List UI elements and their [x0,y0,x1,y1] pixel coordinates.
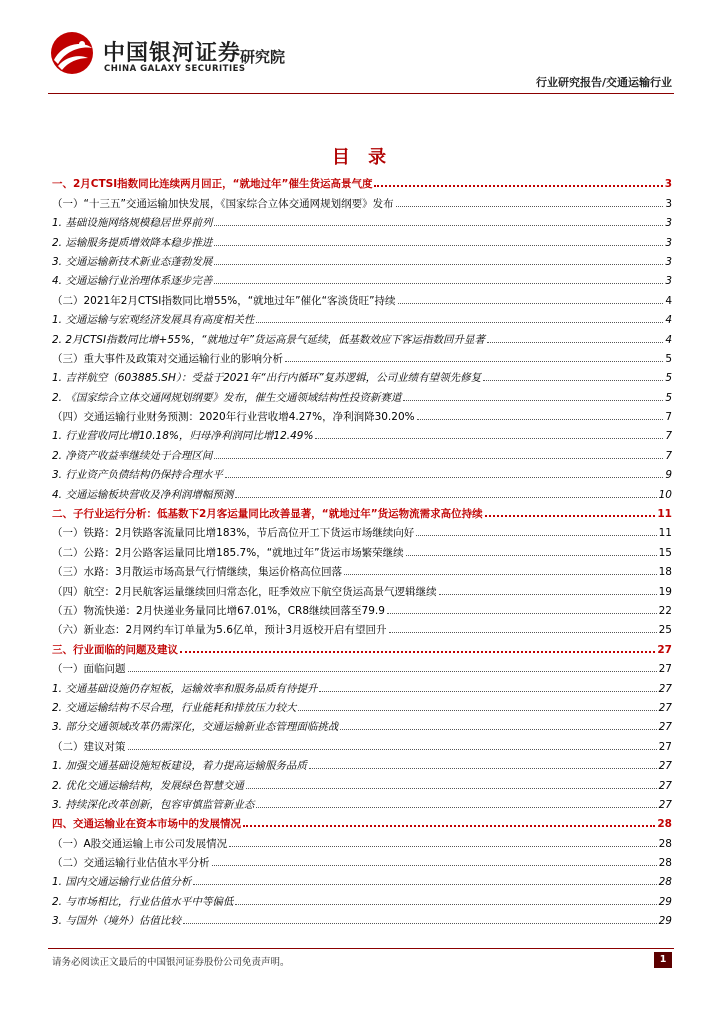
toc-leader-dots [298,710,656,711]
toc-entry-label: （一）A股交通运输上市公司发展情况 [52,837,228,850]
toc-entry-label: （一）铁路：2月铁路客流量同比增183%，节后高位开工下货运市场继续向好 [52,527,415,540]
toc-entry-label: （三）重大事件及政策对交通运输行业的影响分析 [52,352,283,365]
toc-leader-dots [374,185,662,187]
toc-title: 目 录 [331,147,393,168]
toc-leader-dots [416,535,656,536]
toc-entry[interactable] [52,424,672,443]
toc-leader-dots [256,807,656,808]
toc-entry-label: 3. 交通运输新技术新业态蓬勃发展 [52,255,213,268]
toc-entry-page: 3 [665,236,672,249]
toc-entry-page: 28 [658,857,672,870]
toc-entry-label: （五）物流快递：2月快递业务量同比增67.01%，CR8继续回落至79.9 [52,604,385,617]
toc-entry-page: 27 [658,779,672,792]
toc-entry-page: 7 [665,430,672,443]
toc-entry-label: 1. 交通基础设施仍存短板，运输效率和服务品质有待提升 [52,682,318,695]
toc-entry[interactable] [52,230,672,249]
toc-entry[interactable] [52,172,672,191]
toc-entry-label: （四）交通运输行业财务预测：2020年行业营收增4.27%，净利润降30.20% [52,411,415,424]
toc-entry-label: （二）交通运输行业估值水平分析 [52,857,210,870]
toc-entry-label: 1. 吉祥航空（603885.SH）：受益于2021年“出行内循环”复苏逻辑，公司业绩有望领先修复 [52,372,482,385]
toc-entry-page: 19 [658,585,672,598]
toc-entry-page: 3 [665,275,672,288]
toc-leader-dots [180,651,655,653]
toc-leader-dots [193,884,656,885]
toc-entry-page: 3 [664,178,672,191]
toc-entry-page: 28 [658,876,672,889]
toc-entry-page: 29 [658,915,672,928]
toc-entry[interactable] [52,734,672,753]
toc-leader-dots [128,671,657,672]
toc-leader-dots [256,322,663,323]
toc-entry-label: （二）公路：2月公路客运量同比增185.7%，“就地过年”货运市场繁荣继续 [52,546,404,559]
toc-leader-dots [243,825,655,827]
toc-leader-dots [389,632,657,633]
toc-entry-label: 四、交通运输业在资本市场中的发展情况 [52,818,241,831]
toc-leader-dots [319,691,656,692]
toc-leader-dots [487,342,663,343]
toc-entry-page: 4 [665,333,672,346]
toc-entry-label: 2. 与市场相比，行业估值水平中等偏低 [52,895,234,908]
toc-entry-page: 9 [665,469,672,482]
toc-entry-label: 2. 净资产收益率继续处于合理区间 [52,449,213,462]
toc-entry-page: 28 [658,837,672,850]
toc-leader-dots [235,904,656,905]
toc-entry-page: 25 [658,624,672,637]
toc-leader-dots [214,225,663,226]
toc-leader-dots [417,419,664,420]
toc-entry-page: 27 [658,721,672,734]
toc-entry-page: 11 [658,527,672,540]
toc-entry-label: 1. 交通运输与宏观经济发展具有高度相关性 [52,314,255,327]
footer-divider [48,948,674,949]
toc-entry-label: （一）面临问题 [52,663,126,676]
toc-entry-page: 3 [665,197,672,210]
toc-leader-dots [396,206,664,207]
toc-entry[interactable] [52,347,672,366]
toc-leader-dots [344,574,656,575]
toc-entry-page: 5 [665,352,672,365]
toc-leader-dots [483,380,663,381]
toc-leader-dots [285,361,663,362]
toc-leader-dots [214,245,663,246]
toc-entry-label: （三）水路：3月散运市场高景气行情继续，集运价格高位回落 [52,566,343,579]
page-header [0,0,724,95]
toc-entry-page: 4 [665,314,672,327]
toc-entry-label: 1. 国内交通运输行业估值分析 [52,876,192,889]
toc-entry-label: 4. 交通运输行业治理体系逐步完善 [52,275,213,288]
toc-entry-page: 7 [665,449,672,462]
toc-entry[interactable] [52,288,672,307]
toc-leader-dots [485,515,656,517]
galaxy-logo-icon [48,30,96,76]
toc-entry-page: 27 [658,798,672,811]
toc-entry[interactable] [52,405,672,424]
toc-entry-page: 5 [665,372,672,385]
toc-entry-page: 27 [657,643,672,656]
page-number: 1 [654,952,672,968]
toc-entry-page: 27 [658,701,672,714]
toc-entry[interactable] [52,715,672,734]
toc-leader-dots [246,788,657,789]
toc-entry[interactable] [52,870,672,889]
toc-leader-dots [183,923,657,924]
toc-entry-label: 一、2月CTSI指数同比连续两月回正，“就地过年”催生货运高景气度 [52,178,373,191]
toc-entry-page: 3 [665,255,672,268]
toc-entry[interactable] [52,463,672,482]
toc-entry-page: 7 [665,411,672,424]
toc-entry-label: 2. 《国家综合立体交通网规划纲要》发布，催生交通领域结构性投资新赛道 [52,391,402,404]
toc-entry-page: 22 [658,604,672,617]
table-of-contents [52,172,672,928]
toc-entry-label: 2. 运输服务提质增效降本稳步推进 [52,236,213,249]
toc-entry[interactable] [52,385,672,404]
toc-entry-page: 10 [658,488,672,501]
toc-entry-label: 2. 优化交通运输结构，发展绿色智慧交通 [52,779,244,792]
toc-entry-label: 三、行业面临的问题及建议 [52,643,178,656]
toc-entry-page: 11 [657,508,672,521]
toc-entry[interactable] [52,327,672,346]
toc-entry-label: 3. 部分交通领域改革仍需深化，交通运输新业态管理面临挑战 [52,721,339,734]
toc-leader-dots [403,400,663,401]
toc-entry-page: 27 [658,760,672,773]
brand-subtitle: 研究院 [240,48,286,66]
toc-entry-label: 2. 2月CTSI指数同比增+55%，“就地过年”货运高景气延续，低基数效应下客运指数回升显著 [52,333,486,346]
brand-name-en: CHINA GALAXY SECURITIES [104,64,246,74]
toc-entry[interactable] [52,482,672,501]
toc-entry-page: 29 [658,895,672,908]
toc-entry-label: 1. 加强交通基础设施短板建设，着力提高运输服务品质 [52,760,307,773]
toc-entry-label: 1. 行业营收同比增10.18%，归母净利润同比增12.49% [52,430,314,443]
toc-entry[interactable] [52,754,672,773]
toc-entry[interactable] [52,443,672,462]
toc-entry-page: 27 [658,682,672,695]
toc-entry[interactable] [52,579,672,598]
toc-entry-label: 1. 基础设施网络规模稳居世界前列 [52,217,213,230]
brand-name-cn: 中国银河证券 [103,41,242,66]
toc-entry-label: （六）新业态：2月网约车订单量为5.6亿单，预计3月返校开启有望回升 [52,624,387,637]
toc-entry[interactable] [52,250,672,269]
toc-entry[interactable] [52,211,672,230]
toc-entry[interactable] [52,909,672,928]
toc-entry-page: 5 [665,391,672,404]
toc-entry[interactable] [52,773,672,792]
toc-entry-label: 4. 交通运输板块营收及净利润增幅预测 [52,488,234,501]
disclaimer-note: 请务必阅读正文最后的中国银河证券股份公司免责声明。 [52,957,290,968]
toc-leader-dots [406,555,657,556]
toc-entry-page: 27 [658,740,672,753]
toc-entry[interactable] [52,889,672,908]
toc-entry[interactable] [52,793,672,812]
toc-entry[interactable] [52,657,672,676]
toc-entry[interactable] [52,560,672,579]
toc-entry-label: 3. 行业资产负债结构仍保持合理水平 [52,469,223,482]
toc-entry-page: 28 [657,818,672,831]
toc-leader-dots [225,477,663,478]
toc-entry[interactable] [52,618,672,637]
toc-leader-dots [439,594,657,595]
toc-leader-dots [387,613,657,614]
toc-entry[interactable] [52,191,672,210]
toc-entry-label: （四）航空：2月民航客运量继续回归常态化，旺季效应下航空货运高景气逻辑继续 [52,585,437,598]
toc-entry[interactable] [52,831,672,850]
toc-entry[interactable] [52,851,672,870]
toc-leader-dots [214,458,663,459]
toc-entry[interactable] [52,696,672,715]
toc-entry[interactable] [52,599,672,618]
toc-entry-page: 15 [658,546,672,559]
report-type: 行业研究报告/交通运输行业 [535,76,672,89]
toc-leader-dots [309,768,657,769]
toc-entry-page: 18 [658,566,672,579]
toc-entry-label: 二、子行业运行分析：低基数下2月客运量同比改善显著，“就地过年”货运物流需求高位持续 [52,508,483,521]
toc-entry[interactable] [52,676,672,695]
toc-leader-dots [212,865,657,866]
toc-entry-label: （一）“十三五”交通运输加快发展，《国家综合立体交通网规划纲要》发布 [52,197,394,210]
toc-entry-label: 3. 与国外（境外）估值比较 [52,915,181,928]
toc-leader-dots [398,303,664,304]
toc-entry-label: （二）2021年2月CTSI指数同比增55%，“就地过年”催化“客淡货旺”持续 [52,294,396,307]
toc-entry-label: 3. 持续深化改革创新，包容审慎监管新业态 [52,798,255,811]
toc-entry-page: 3 [665,217,672,230]
toc-entry-page: 27 [658,663,672,676]
toc-entry[interactable] [52,366,672,385]
toc-entry[interactable] [52,308,672,327]
header-divider [48,93,674,94]
toc-entry[interactable] [52,540,672,559]
toc-leader-dots [340,729,656,730]
toc-leader-dots [315,438,663,439]
toc-entry[interactable] [52,812,672,831]
toc-entry-label: （二）建议对策 [52,740,126,753]
toc-entry[interactable] [52,521,672,540]
toc-leader-dots [128,749,657,750]
toc-leader-dots [229,846,656,847]
toc-leader-dots [214,283,663,284]
toc-entry[interactable] [52,637,672,656]
toc-leader-dots [214,264,663,265]
toc-leader-dots [235,497,656,498]
toc-entry[interactable] [52,502,672,521]
toc-entry-page: 4 [665,294,672,307]
toc-entry-label: 2. 交通运输结构不尽合理，行业能耗和排放压力较大 [52,701,297,714]
toc-entry[interactable] [52,269,672,288]
